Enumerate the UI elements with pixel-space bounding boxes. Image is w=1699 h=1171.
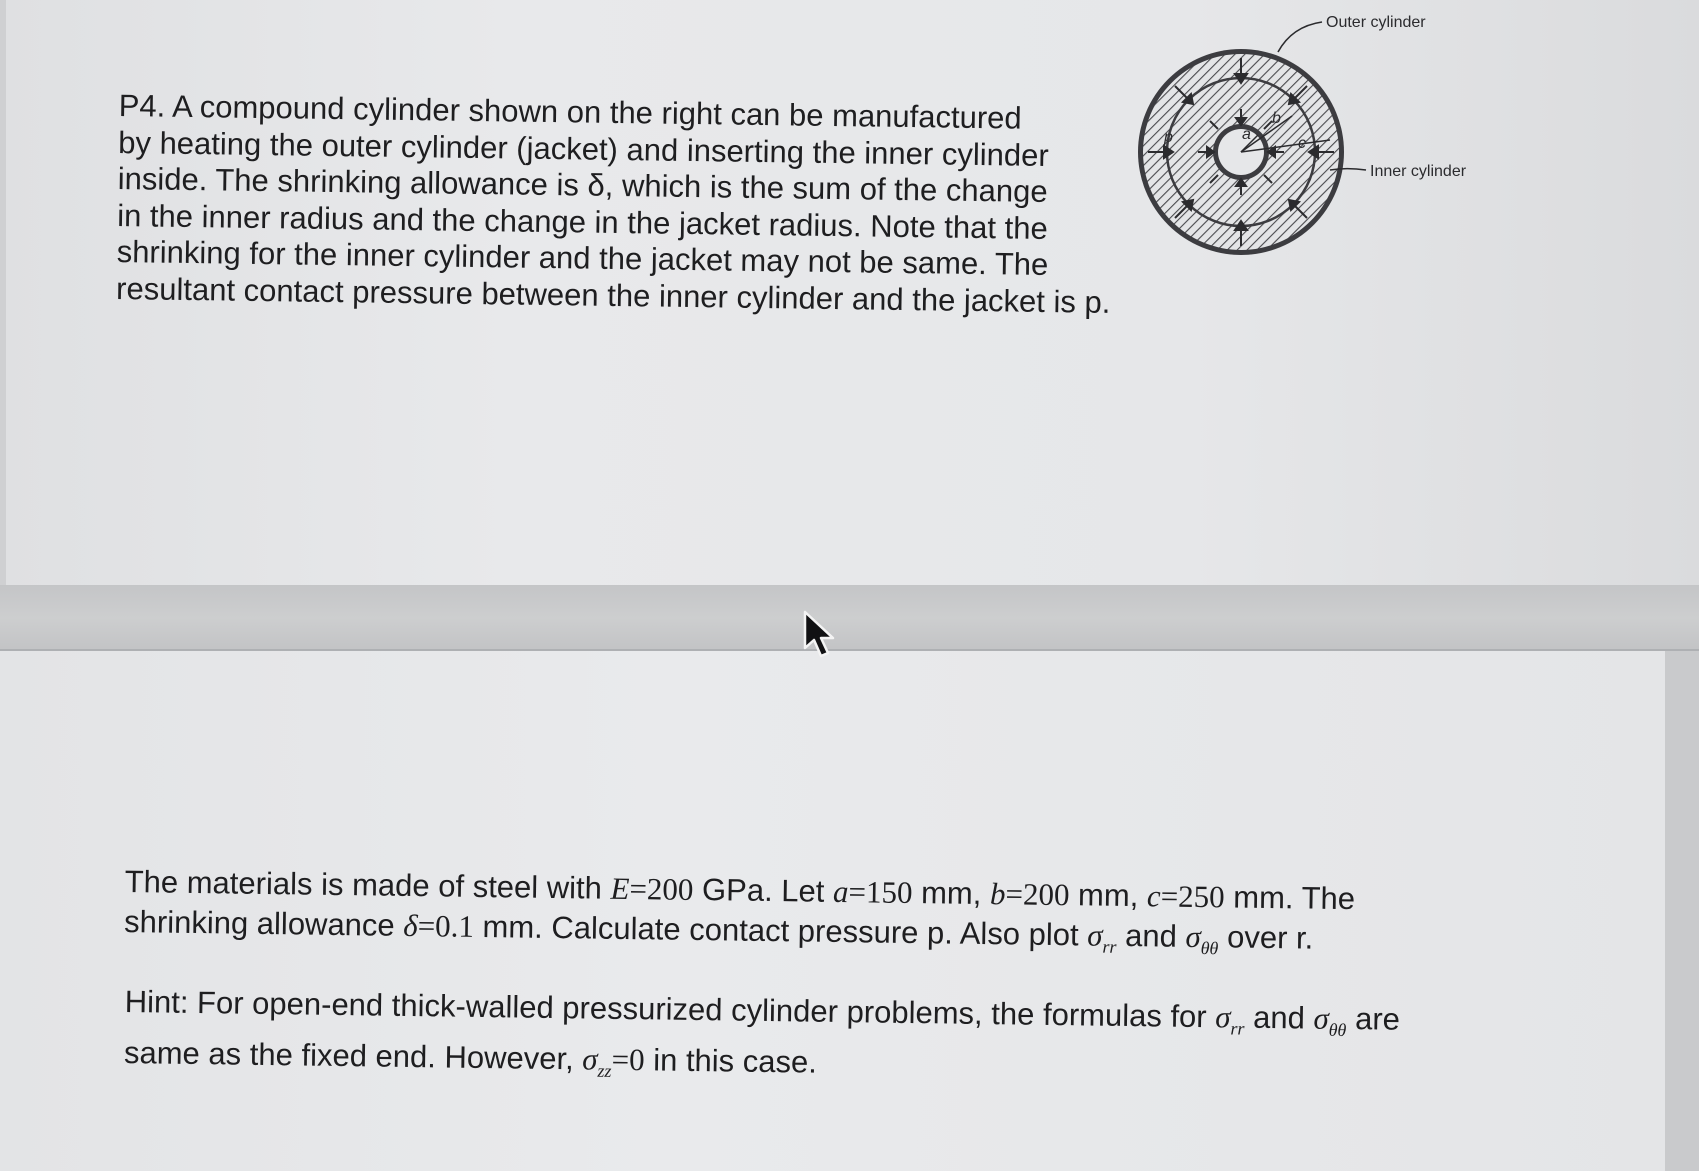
- inner-cylinder-label: Inner cylinder: [1370, 163, 1467, 180]
- hint-text-2b: in this case.: [644, 1042, 818, 1080]
- symbol-c: c: [1146, 878, 1161, 914]
- outer-cylinder-label: Outer cylinder: [1326, 14, 1426, 31]
- value-c: =250: [1160, 878, 1225, 915]
- unit-a: mm,: [912, 874, 991, 912]
- hint-symbol-sigma-zz: σ: [582, 1041, 598, 1077]
- unit-c: mm. The: [1224, 879, 1356, 917]
- problem-line-2: by heating the outer cylinder (jacket) and inserting the inner cylinder: [118, 124, 1049, 173]
- hint-text-1a: Hint: For open-end thick-walled pressurized cylinder problems, the formulas for: [124, 983, 1216, 1035]
- symbol-sigma-rr: σ: [1087, 917, 1103, 953]
- figure-label-c: c: [1298, 135, 1306, 152]
- symbol-delta: δ: [403, 907, 418, 944]
- figure-label-a: a: [1242, 126, 1251, 143]
- value-delta: =0.1: [417, 908, 475, 944]
- hint-subscript-theta-theta: θθ: [1328, 1019, 1347, 1041]
- symbol-a: a: [832, 873, 849, 910]
- symbol-sigma-tt: σ: [1185, 918, 1202, 955]
- figure-label-b: b: [1272, 110, 1281, 127]
- value-E: =200: [629, 871, 694, 907]
- hint-subscript-rr: rr: [1230, 1018, 1245, 1039]
- unit-E: GPa. Let: [693, 871, 834, 909]
- hint-symbol-sigma-rr: σ: [1215, 999, 1231, 1035]
- hint-subscript-zz: zz: [597, 1060, 612, 1081]
- mouse-pointer-icon: [802, 610, 838, 660]
- unit-b: mm,: [1069, 877, 1148, 914]
- figure-label-p: p: [1164, 129, 1173, 146]
- subscript-rr: rr: [1102, 936, 1117, 957]
- symbol-E: E: [610, 870, 630, 907]
- hint-text-1b: and: [1244, 999, 1314, 1036]
- hint-value-zz: =0: [611, 1041, 645, 1078]
- right-edge-strip: [1665, 651, 1699, 1171]
- hint-text-2a: same as the fixed end. However,: [123, 1034, 583, 1077]
- value-a: =150: [848, 874, 913, 910]
- compound-cylinder-figure: [1130, 0, 1470, 275]
- problem-line-6: resultant contact pressure between the inner cylinder and the jacket is p.: [115, 270, 1111, 320]
- hint-paragraph: [124, 982, 1525, 1104]
- given-text-2d: over r.: [1218, 919, 1314, 956]
- problem-line-4: in the inner radius and the change in the jacket radius. Note that the: [116, 197, 1048, 246]
- hint-symbol-sigma-tt: σ: [1313, 1000, 1330, 1036]
- problem-line-5: shrinking for the inner cylinder and the jacket may not be same. The: [116, 233, 1049, 282]
- given-text: The materials is made of steel with: [124, 863, 611, 906]
- problem-line-3: inside. The shrinking allowance is δ, which is the sum of the change: [117, 160, 1048, 209]
- given-text-2c: and: [1116, 917, 1186, 954]
- subscript-theta-theta: θθ: [1200, 938, 1219, 959]
- problem-line-1: P4. A compound cylinder shown on the right can be manufactured: [118, 88, 1022, 136]
- given-text-2a: shrinking allowance: [123, 903, 404, 943]
- given-text-2b: mm. Calculate contact pressure p. Also plot: [473, 908, 1088, 953]
- hint-text-1c: are: [1346, 1001, 1401, 1037]
- value-b: =200: [1005, 876, 1070, 913]
- symbol-b: b: [989, 876, 1006, 912]
- page-divider-band: [0, 585, 1699, 651]
- problem-statement: [116, 88, 1179, 322]
